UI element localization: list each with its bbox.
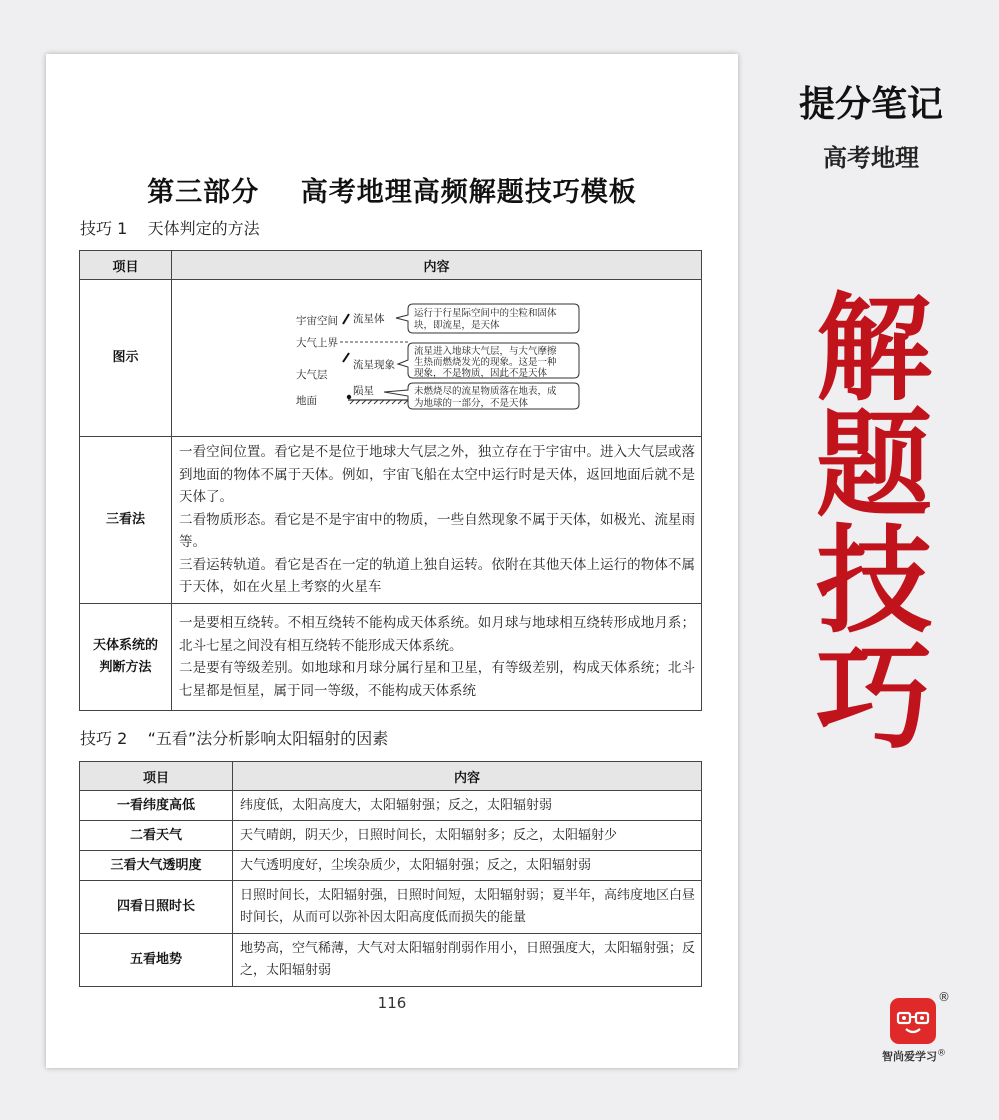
- big-char: 巧: [816, 630, 932, 765]
- ground-hatch: [350, 400, 408, 404]
- glasses-face-icon: [890, 998, 936, 1044]
- label-ground: 地面: [296, 395, 317, 407]
- meteor-streak-icon: [343, 353, 349, 362]
- row-label: 五看地势: [80, 934, 233, 987]
- row-content: 日照时间长，太阳辐射强，日照时间短，太阳辐射弱；夏半年，高纬度地区白昼时间长，从而可以弥补因太阳高度低而损失的能量: [233, 881, 702, 934]
- item-meteoroid: 流星体: [353, 313, 385, 325]
- meteorite-dot-icon: [347, 395, 351, 399]
- label-space: 宇宙空间: [296, 315, 338, 327]
- row-content: 天气晴朗，阴天少，日照时间长，太阳辐射多；反之，太阳辐射少: [233, 821, 702, 851]
- side-title: 提分笔记: [798, 84, 943, 125]
- paragraph: 一看空间位置。看它是不是位于地球大气层之外，独立存在于宇宙中。进入大气层或落到地面的物体不属于天体。例如，宇宙飞船在太空中运行时是天体，返回地面后就不是天体了。: [179, 444, 695, 506]
- callout2-line3: 现象，不是物质，因此不是天体: [414, 368, 548, 379]
- brand-name-text: 智尚爱学习: [882, 1050, 937, 1063]
- table-row: [80, 821, 702, 851]
- paragraph: 三看运转轨道。看它是否在一定的轨道上独自运转。依附在其他天体上运行的物体不属于天体，如在火星上考察的火星车: [179, 556, 695, 596]
- paragraph: 一是要相互绕转。不相互绕转不能构成天体系统。如月球与地球相互绕转形成地月系；北斗七星之间没有相互绕转不能形成天体系统。: [179, 615, 695, 654]
- row-label: 图示: [80, 280, 172, 437]
- table-solar-radiation: [79, 761, 702, 987]
- brand-logo-icon: [890, 998, 936, 1044]
- item-meteorite: 陨星: [353, 385, 374, 397]
- diagram-cell: [172, 280, 702, 437]
- row-content: [172, 437, 702, 604]
- row-label: 三看法: [80, 437, 172, 604]
- row-content: [172, 604, 702, 711]
- row-label: 三看大气透明度: [80, 851, 233, 881]
- row-label: 一看纬度高低: [80, 791, 233, 821]
- callout1-line2: 块，即流星，是天体: [414, 320, 500, 331]
- callout3-line2: 为地球的一部分，不是天体: [414, 398, 529, 409]
- section2-title: 技巧 2 “五看”法分析影响太阳辐射的因素: [80, 729, 389, 748]
- big-char: 技: [816, 514, 932, 649]
- meteor-diagram: [172, 280, 701, 432]
- registered-mark: ®: [938, 990, 950, 1004]
- big-char: 解: [816, 282, 932, 417]
- item-meteor: 流星现象: [353, 359, 395, 371]
- table-header-row: [80, 762, 702, 791]
- table-row: [80, 934, 702, 987]
- row-content: 大气透明度好，尘埃杂质少，太阳辐射强；反之，太阳辐射弱: [233, 851, 702, 881]
- table-row: [80, 280, 702, 437]
- page-title: 第三部分 高考地理高频解题技巧模板: [147, 177, 637, 208]
- callout3-line1: 未燃烧尽的流星物质落在地表，成: [414, 386, 557, 397]
- brand-name: [866, 1048, 962, 1064]
- paragraph: 二是要有等级差别。如地球和月球分属行星和卫星，有等级差别，构成天体系统；北斗七星都是恒星，属于同一等级，不能构成天体系统: [179, 660, 695, 699]
- page-number: 116: [377, 994, 407, 1012]
- header-item: 项目: [80, 762, 233, 791]
- callout2-line1: 流星进入地球大气层，与大气摩擦: [414, 346, 557, 357]
- table-row: [80, 437, 702, 604]
- table-row: [80, 604, 702, 711]
- section1-title: 技巧 1 天体判定的方法: [80, 219, 260, 238]
- label-upper-atmosphere: 大气上界: [296, 337, 338, 349]
- table-row: [80, 881, 702, 934]
- paragraph: 二看物质形态。看它是不是宇宙中的物质，一些自然现象不属于天体，如极光、流星雨等。: [179, 511, 695, 551]
- label-atmosphere: 大气层: [296, 369, 328, 381]
- header-content: 内容: [233, 762, 702, 791]
- table-row: [80, 851, 702, 881]
- brand-registered-mark: ®: [937, 1048, 946, 1059]
- big-char: 题: [816, 398, 932, 533]
- row-label: 四看日照时长: [80, 881, 233, 934]
- side-subtitle: 高考地理: [823, 144, 919, 172]
- side-big-text: [812, 282, 936, 765]
- header-content: 内容: [172, 251, 702, 280]
- row-label: 天体系统的判断方法: [80, 604, 172, 711]
- header-item: 项目: [80, 251, 172, 280]
- row-content: 地势高，空气稀薄，大气对太阳辐射削弱作用小，日照强度大，太阳辐射强；反之，太阳辐射弱: [233, 934, 702, 987]
- document-page: [46, 54, 738, 1068]
- meteoroid-streak-icon: [343, 314, 349, 324]
- table-celestial-body: [79, 250, 702, 711]
- callout1-line1: 运行于行星际空间中的尘粒和固体: [414, 308, 557, 319]
- callout2-line2: 生热而燃烧发光的现象。这是一种: [414, 357, 557, 368]
- row-content: 纬度低，太阳高度大，太阳辐射强；反之，太阳辐射弱: [233, 791, 702, 821]
- row-label: 二看天气: [80, 821, 233, 851]
- table-header-row: [80, 251, 702, 280]
- table-row: [80, 791, 702, 821]
